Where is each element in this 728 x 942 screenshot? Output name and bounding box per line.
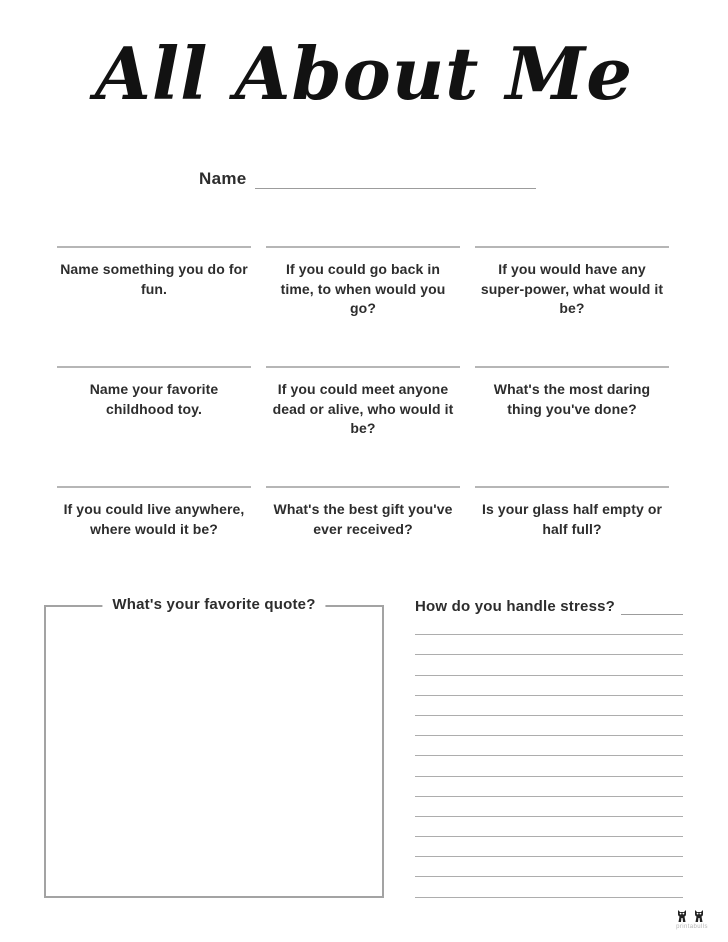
answer-line[interactable]	[266, 246, 460, 248]
question-cell	[266, 246, 460, 366]
writing-line[interactable]	[415, 615, 683, 635]
writing-line[interactable]	[415, 797, 683, 817]
question-text: If you could meet anyone dead or alive, who would it be?	[272, 381, 454, 437]
favorite-quote-box[interactable]	[44, 596, 384, 898]
question-text: What's the most daring thing you've done?	[493, 381, 651, 417]
favorite-quote-label: What's your favorite quote?	[102, 596, 325, 613]
question-cell	[475, 486, 669, 606]
page-title: All About Me	[94, 31, 634, 116]
question-text: Name something you do for fun.	[60, 261, 248, 297]
writing-line[interactable]	[415, 877, 683, 897]
writing-line[interactable]	[415, 837, 683, 857]
writing-line[interactable]	[415, 655, 683, 675]
writing-line[interactable]	[415, 736, 683, 756]
stress-section	[415, 593, 683, 898]
writing-line[interactable]	[415, 817, 683, 837]
answer-line[interactable]	[57, 486, 251, 488]
question-text: If you could live anywhere, where would it be?	[63, 501, 245, 537]
answer-line[interactable]	[475, 486, 669, 488]
name-field	[199, 168, 536, 189]
name-line[interactable]	[255, 168, 536, 189]
question-cell	[57, 246, 251, 366]
answer-line[interactable]	[266, 486, 460, 488]
question-cell	[475, 246, 669, 366]
question-cell	[57, 366, 251, 486]
name-label: Name	[199, 169, 247, 188]
stress-lines	[415, 615, 683, 898]
writing-line[interactable]	[415, 857, 683, 877]
writing-line[interactable]	[415, 777, 683, 797]
question-cell	[266, 486, 460, 606]
answer-line[interactable]	[266, 366, 460, 368]
brand-name: printabulls	[676, 924, 708, 930]
question-text: What's the best gift you've ever received?	[273, 501, 453, 537]
printabulls-logo	[662, 909, 722, 930]
answer-line[interactable]	[475, 246, 669, 248]
writing-line[interactable]	[621, 595, 683, 615]
question-text: Is your glass half empty or half full?	[481, 501, 663, 537]
question-cell	[475, 366, 669, 486]
question-text: If you could go back in time, to when would you go?	[280, 261, 446, 317]
answer-line[interactable]	[57, 246, 251, 248]
dogs-icon	[675, 909, 709, 923]
answer-line[interactable]	[57, 366, 251, 368]
answer-line[interactable]	[475, 366, 669, 368]
question-cell	[57, 486, 251, 606]
question-cell	[266, 366, 460, 486]
question-text: Name your favorite childhood toy.	[89, 381, 219, 417]
question-text: If you would have any super-power, what would it be?	[480, 261, 664, 317]
stress-label: How do you handle stress?	[415, 598, 616, 615]
writing-line[interactable]	[415, 756, 683, 776]
writing-line[interactable]	[415, 716, 683, 736]
writing-line[interactable]	[415, 696, 683, 716]
stress-field	[415, 593, 683, 615]
writing-line[interactable]	[415, 676, 683, 696]
writing-line[interactable]	[415, 635, 683, 655]
questions-grid	[57, 246, 669, 606]
